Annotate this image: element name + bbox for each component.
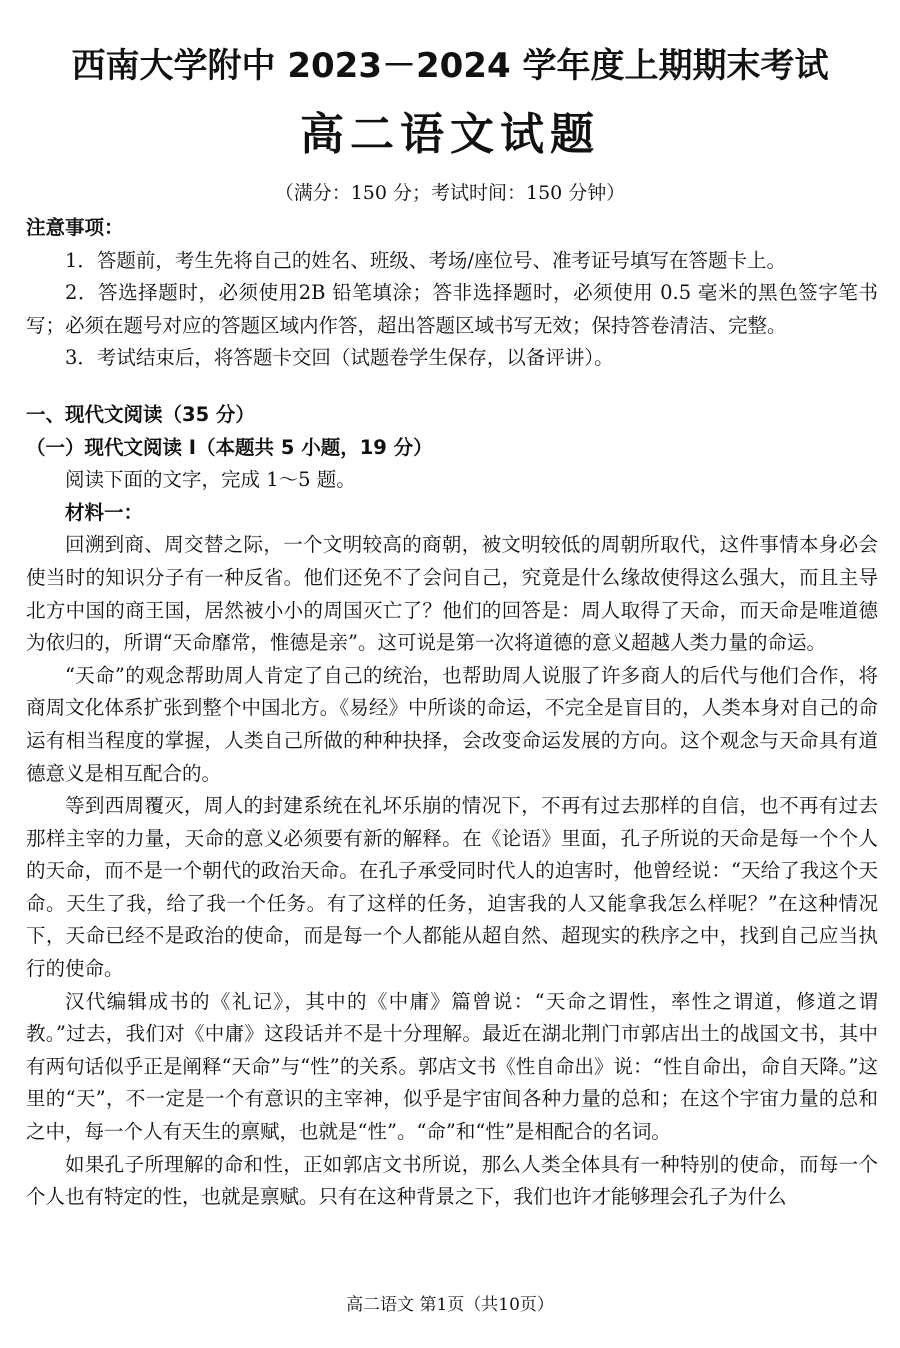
paragraph-2: “天命”的观念帮助周人肯定了自己的统治，也帮助周人说服了许多商人的后代与他们合作，将商周文化体系扩张到整个中国北方。《易经》中所谈的命运，不完全是盲目的，人类本身对自己的命运有相当程度的掌握，人类自己所做的种种抉择，会改变命运发展的方向。这个观念与天命具有道德意义是相互配合的。	[26, 663, 878, 785]
material-label: 材料一：	[65, 500, 144, 524]
section-subheading: （一）现代文阅读 I（本题共 5 小题，19 分）	[26, 435, 433, 459]
paragraph-5: 如果孔子所理解的命和性，正如郭店文书所说，那么人类全体具有一种特别的使命，而每一个个人也有特定的性，也就是禀赋。只有在这种背景之下，我们也许才能够理会孔子为什么	[26, 1152, 878, 1209]
paragraph-4: 汉代编辑成书的《礼记》，其中的《中庸》篇曾说：“天命之谓性，率性之谓道，修道之谓教。”过去，我们对《中庸》这段话并不是十分理解。最近在湖北荆门市郭店出土的战国文书，其中有两句话似乎正是阐释“天命”与“性”的关系。郭店文书《性自命出》说：“性自命出，命自天降。”这里的“天”，不一定是一个有意识的主宰神，似乎是宇宙间各种力量的总和；在这个宇宙力量的总和之中，每一个人有天生的禀赋，也就是“性”。“命”和“性”是相配合的名词。	[26, 989, 878, 1144]
note-item-1: 1．答题前，考生先将自己的姓名、班级、考场/座位号、准考证号填写在答题卡上。	[65, 248, 786, 272]
notes-heading: 注意事项：	[26, 216, 124, 239]
exam-body	[26, 212, 878, 1214]
section-gap	[26, 375, 878, 399]
note-item-2: 2．答选择题时，必须使用2B 铅笔填涂；答非选择题时，必须使用 0.5 毫米的黑色签字笔书写；必须在题号对应的答题区域内作答，超出答题区域书写无效；保持答卷清洁、完整。	[26, 281, 878, 337]
paragraph-3: 等到西周覆灭，周人的封建系统在礼坏乐崩的情况下，不再有过去那样的自信，也不再有过去那样主宰的力量，天命的意义必须要有新的解释。在《论语》里面，孔子所说的天命是每一个个人的天命，而不是一个朝代的政治天命。在孔子承受同时代人的迫害时，他曾经说：“天给了我这个天命。天生了我，给了我一个任务。有了这样的任务，迫害我的人又能拿我怎么样呢？”在这种情况下，天命已经不是政治的使命，而是每一个人都能从超自然、超现实的秩序之中，找到自己应当执行的使命。	[26, 794, 878, 981]
subject-title: 高二语文试题	[300, 109, 600, 160]
section-heading: 一、现代文阅读（35 分）	[26, 402, 255, 426]
reading-instruction: 阅读下面的文字，完成 1～5 题。	[65, 468, 356, 492]
paragraph-1: 回溯到商、周交替之际，一个文明较高的商朝，被文明较低的周朝所取代，这件事情本身必会使当时的知识分子有一种反省。他们还免不了会问自己，究竟是什么缘故使得这么强大，而且主导北方中国的商王国，居然被小小的周国灭亡了？他们的回答是：周人取得了天命，而天命是唯道德为依归的，所谓“天命靡常，惟德是亲”。这可说是第一次将道德的意义超越人类力量的命运。	[26, 533, 878, 655]
exam-title: 西南大学附中 2023－2024 学年度上期期末考试	[71, 46, 829, 86]
page-footer: 高二语文 第1页（共10页）	[346, 1295, 554, 1315]
note-item-3: 3．考试结束后，将答题卡交回（试题卷学生保存，以备评讲）。	[65, 346, 614, 370]
exam-info: （满分：150 分；考试时间：150 分钟）	[274, 182, 626, 204]
